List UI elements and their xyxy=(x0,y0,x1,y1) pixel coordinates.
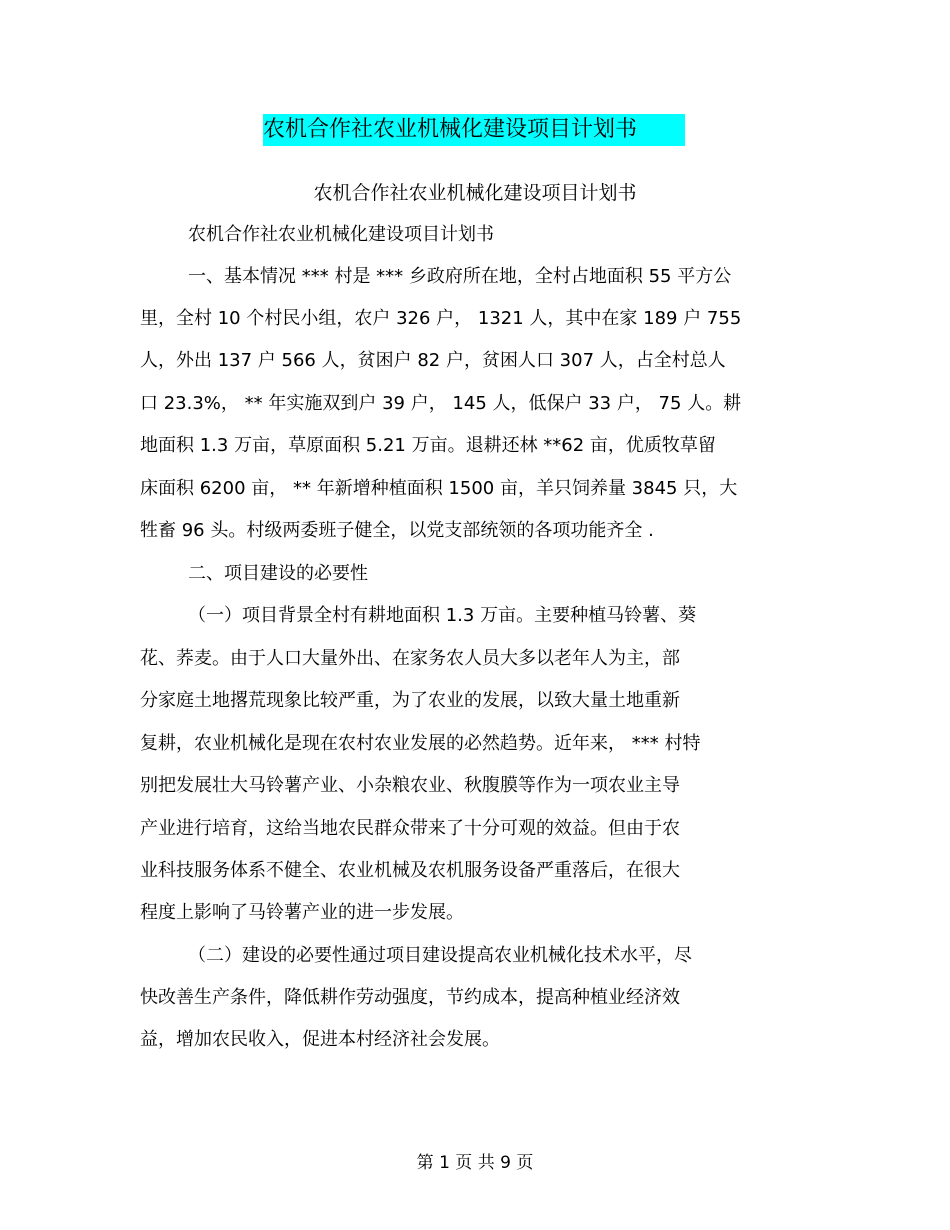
body-line: 快改善生产条件，降低耕作劳动强度，节约成本，提高种植业经济效 xyxy=(140,987,680,1008)
body-line: 人，外出 137 户 566 人，贫困户 82 户，贫困人口 307 人，占全村总人 xyxy=(140,350,726,371)
body-line: 床面积 6200 亩， ** 年新增种植面积 1500 亩，羊只饲养量 3845 只，大 xyxy=(140,478,738,499)
body-line: 花、荞麦。由于人口大量外出、在家务农人员大多以老年人为主，部 xyxy=(140,648,680,669)
body-line: （一）项目背景全村有耕地面积 1.3 万亩。主要种植马铃薯、葵 xyxy=(188,605,697,626)
document-subtitle: 农机合作社农业机械化建设项目计划书 xyxy=(313,182,637,204)
body-line: 益，增加农民收入，促进本村经济社会发展。 xyxy=(140,1029,500,1050)
body-line: 农机合作社农业机械化建设项目计划书 xyxy=(188,224,494,245)
page-title-highlighted: 农机合作社农业机械化建设项目计划书 xyxy=(263,114,685,146)
body-line: 程度上影响了马铃薯产业的进一步发展。 xyxy=(140,902,464,923)
body-line: 产业进行培育，这给当地农民群众带来了十分可观的效益。但由于农 xyxy=(140,818,680,839)
body-line: 复耕，农业机械化是现在农村农业发展的必然趋势。近年来， *** 村特 xyxy=(140,733,701,754)
body-line: 一、基本情况 *** 村是 *** 乡政府所在地，全村占地面积 55 平方公 xyxy=(188,266,732,287)
page-footer: 第 1 页 共 9 页 xyxy=(416,1153,534,1173)
body-line: 口 23.3%， ** 年实施双到户 39 户， 145 人，低保户 33 户， 75 人。耕 xyxy=(140,393,742,414)
body-line: 地面积 1.3 万亩，草原面积 5.21 万亩。退耕还林 **62 亩，优质牧草留 xyxy=(140,435,716,456)
body-line: 业科技服务体系不健全、农业机械及农机服务设备严重落后，在很大 xyxy=(140,860,680,881)
body-line: 分家庭土地撂荒现象比较严重，为了农业的发展，以致大量土地重新 xyxy=(140,690,680,711)
body-line: 里，全村 10 个村民小组，农户 326 户， 1321 人，其中在家 189 户 755 xyxy=(140,308,742,329)
body-line: 别把发展壮大马铃薯产业、小杂粮农业、秋腹膜等作为一项农业主导 xyxy=(140,775,680,796)
body-line: （二）建设的必要性通过项目建设提高农业机械化技术水平，尽 xyxy=(188,945,692,966)
section-heading: 二、项目建设的必要性 xyxy=(188,563,368,584)
body-line: 牲畜 96 头。村级两委班子健全，以党支部统领的各项功能齐全 . xyxy=(140,520,654,541)
